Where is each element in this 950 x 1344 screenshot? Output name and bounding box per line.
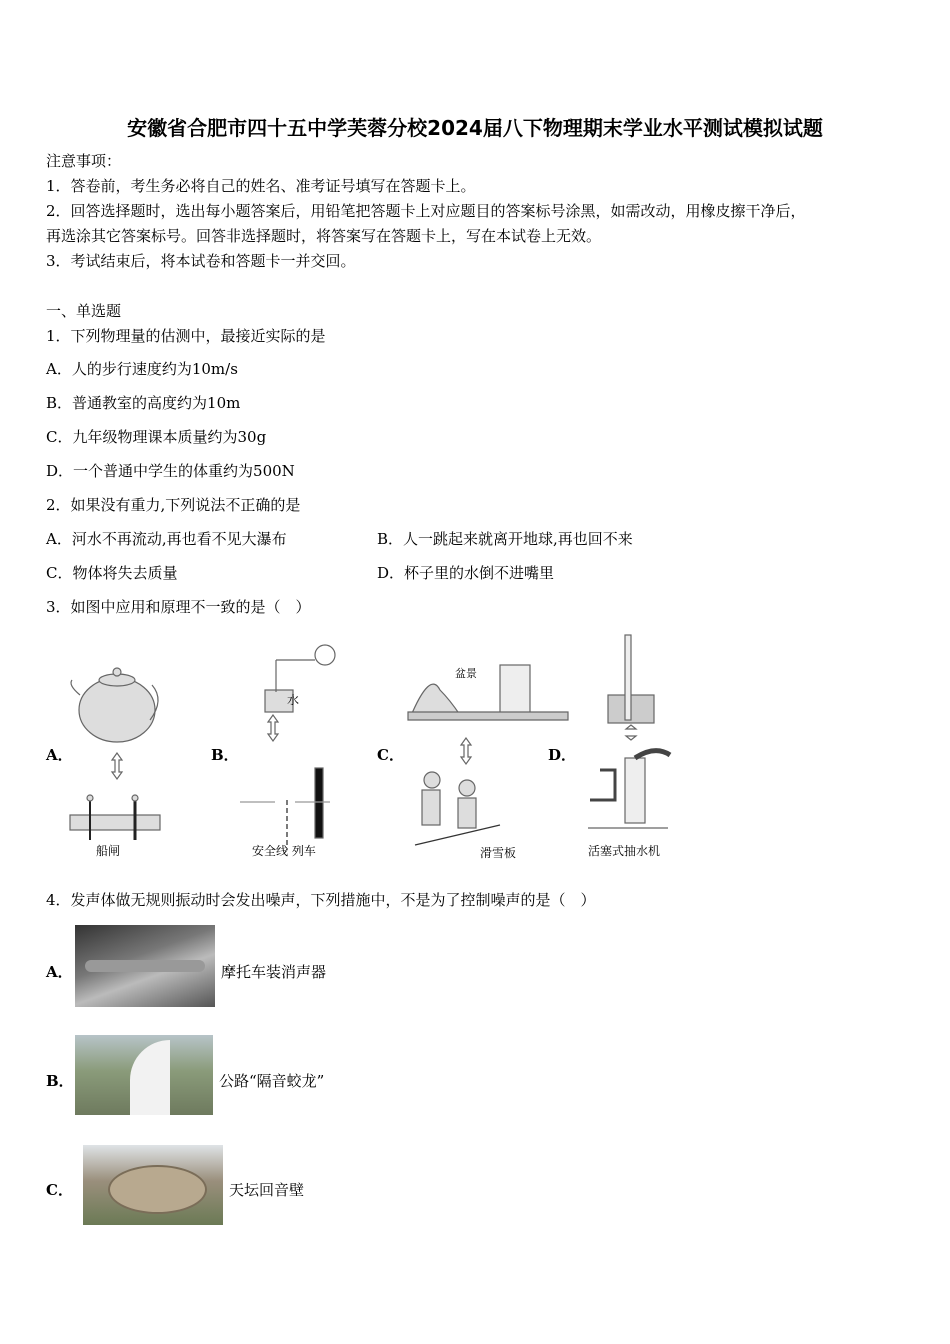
muffler-photo: [75, 925, 215, 1007]
figure-label-c: C．: [377, 746, 404, 764]
option-text: 天坛回音壁: [229, 1181, 305, 1199]
figure-label-d: D．: [548, 746, 577, 764]
echo-wall-photo: [83, 1145, 223, 1225]
straw-cup-illustration: [265, 645, 335, 712]
pump-illustration: [588, 751, 670, 828]
option: B．普通教室的高度约为10m: [46, 394, 241, 412]
page-title: 安徽省合肥市四十五中学芙蓉分校2024届八下物理期末学业水平测试模拟试题: [127, 116, 823, 140]
note-line: 再选涂其它答案标号。回答非选择题时，将答案写在答题卡上，写在本试卷上无效。: [46, 227, 602, 245]
note-line: 1．答卷前，考生务必将自己的姓名、准考证号填写在答题卡上。: [46, 177, 476, 195]
section-heading: 一、单选题: [46, 302, 122, 320]
q3-figure: [40, 630, 700, 870]
bonsai-label: 盆景: [455, 667, 477, 680]
caption-ship-lock: 船闸: [96, 844, 121, 858]
option-label: A．: [46, 963, 73, 981]
sound-barrier-photo: [75, 1035, 213, 1115]
note-line: 2．回答选择题时，选出每小题答案后，用铅笔把答题卡上对应题目的答案标号涂黑，如需改动，用橡皮擦干净后，: [46, 202, 806, 220]
question-stem: 2．如果没有重力,下列说法不正确的是: [46, 496, 301, 514]
option: B．人一跳起来就离开地球,再也回不来: [377, 530, 633, 548]
water-label: 水: [287, 693, 300, 707]
tube-illustration: [608, 635, 654, 723]
option-label: C．: [46, 1181, 73, 1199]
figure-label-a: A．: [46, 746, 73, 764]
option: A．河水不再流动,再也看不见大瀑布: [46, 530, 287, 548]
note-line: 3．考试结束后，将本试卷和答题卡一并交回。: [46, 252, 356, 270]
skiers-illustration: [415, 772, 500, 845]
caption-pump: 活塞式抽水机: [588, 844, 661, 858]
figure-label-b: B．: [211, 746, 239, 764]
option: C．物体将失去质量: [46, 564, 178, 582]
option: A．人的步行速度约为10m/s: [46, 360, 238, 378]
ship-lock-illustration: [70, 795, 160, 840]
bonsai-illustration: [408, 665, 568, 720]
option: D．杯子里的水倒不进嘴里: [377, 564, 555, 582]
teapot-illustration: [71, 668, 158, 742]
option-text: 摩托车装消声器: [221, 963, 327, 981]
question-stem: 4．发声体做无规则振动时会发出噪声，下列措施中，不是为了控制噪声的是（ ）: [46, 891, 596, 909]
caption-safety-line-train: 安全线 列车: [252, 844, 316, 858]
option-text: 公路“隔音蛟龙”: [219, 1072, 325, 1090]
caption-ski: 滑雪板: [480, 846, 517, 860]
question-stem: 1．下列物理量的估测中，最接近实际的是: [46, 327, 326, 345]
option: C．九年级物理课本质量约为30g: [46, 428, 267, 446]
notes-heading: 注意事项：: [46, 152, 122, 170]
option: D．一个普通中学生的体重约为500N: [46, 462, 295, 480]
option-label: B．: [46, 1072, 74, 1090]
question-stem: 3．如图中应用和原理不一致的是（ ）: [46, 598, 311, 616]
